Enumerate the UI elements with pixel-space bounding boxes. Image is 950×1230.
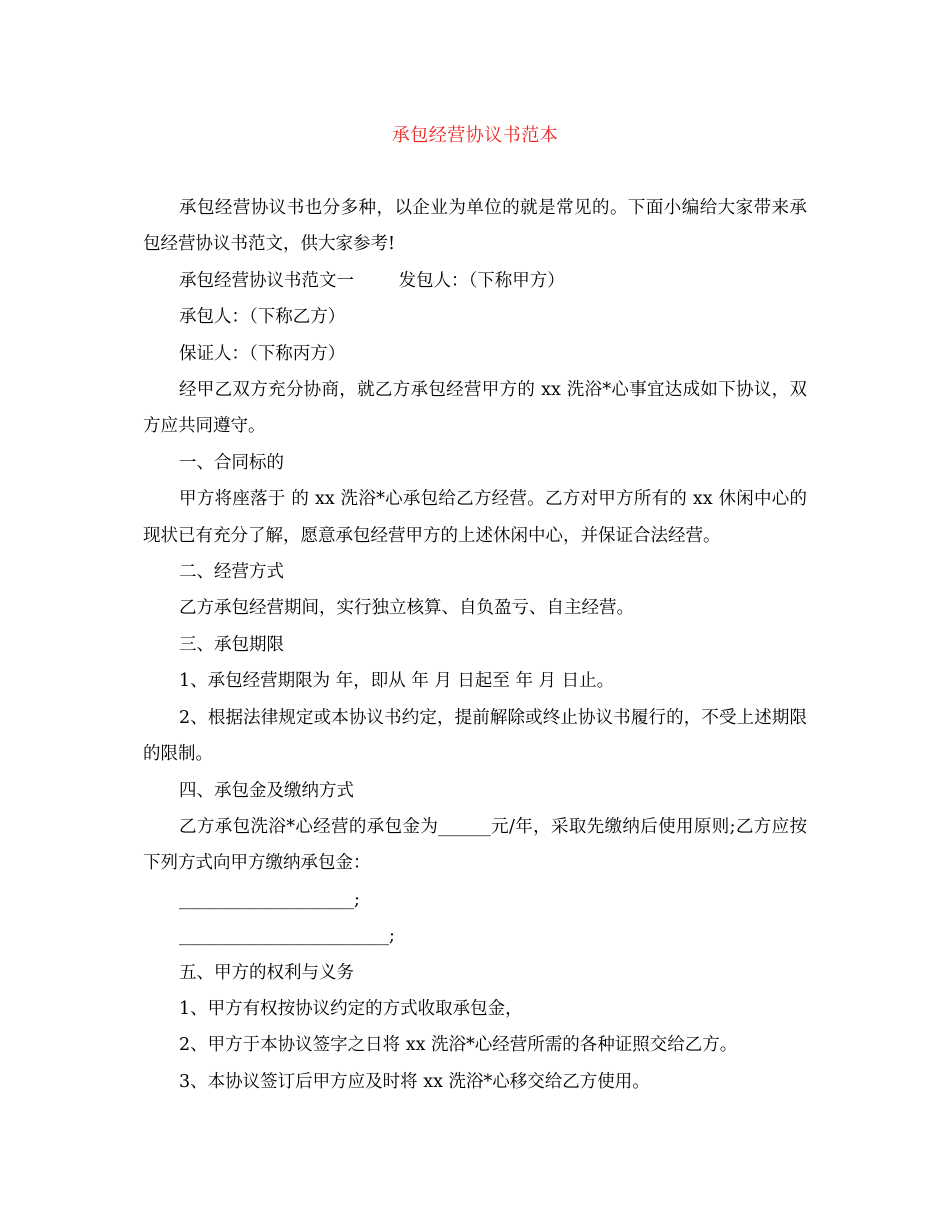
section-heading-5: 五、甲方的权利与义务 — [179, 962, 354, 983]
section-heading-3: 三、承包期限 — [179, 634, 284, 655]
blank-line-2: ________________________; — [179, 926, 395, 947]
paragraph-fee: 乙方承包洗浴*心经营的承包金为______元/年，采取先缴纳后使用原则;乙方应按下列方式向甲方缴纳承包金： — [143, 816, 807, 874]
paragraph-party-a-2: 2、甲方于本协议签字之日将 xx 洗浴*心经营所需的各种证照交给乙方。 — [179, 1035, 738, 1056]
section-heading-2: 二、经营方式 — [179, 562, 284, 583]
paragraph-term-2: 2、根据法律规定或本协议书约定，提前解除或终止协议书履行的，不受上述期限的限制。 — [143, 707, 807, 765]
paragraph-party-a-1: 1、甲方有权按协议约定的方式收取承包金， — [179, 998, 523, 1019]
paragraph-operation-mode: 乙方承包经营期间，实行独立核算、自负盈亏、自主经营。 — [179, 598, 634, 619]
document-title: 承包经营协议书范本 — [391, 125, 559, 146]
section-heading-1: 一、合同标的 — [179, 452, 284, 473]
blank-line-1: ____________________; — [179, 889, 360, 910]
paragraph-party-a-3: 3、本协议签订后甲方应及时将 xx 洗浴*心移交给乙方使用。 — [179, 1071, 650, 1092]
paragraph-sample-heading: 承包经营协议书范文一 发包人：（下称甲方） — [179, 270, 565, 291]
paragraph-guarantor: 保证人：（下称丙方） — [179, 343, 346, 364]
paragraph-intro: 承包经营协议书也分多种，以企业为单位的就是常见的。下面小编给大家带来承包经营协议书范文，供大家参考! — [143, 198, 807, 255]
paragraph-preamble: 经甲乙双方充分协商，就乙方承包经营甲方的 xx 洗浴*心事宜达成如下协议，双方应共同遵守。 — [143, 380, 807, 437]
document-body — [143, 190, 807, 1100]
paragraph-subject: 甲方将座落于 的 xx 洗浴*心承包给乙方经营。乙方对甲方所有的 xx 休闲中心的现状已有充分了解，愿意承包经营甲方的上述休闲中心，并保证合法经营。 — [143, 489, 807, 546]
section-heading-4: 四、承包金及缴纳方式 — [179, 780, 354, 801]
paragraph-term-1: 1、承包经营期限为 年，即从 年 月 日起至 年 月 日止。 — [179, 671, 615, 692]
paragraph-contractor: 承包人：（下称乙方） — [179, 307, 346, 328]
